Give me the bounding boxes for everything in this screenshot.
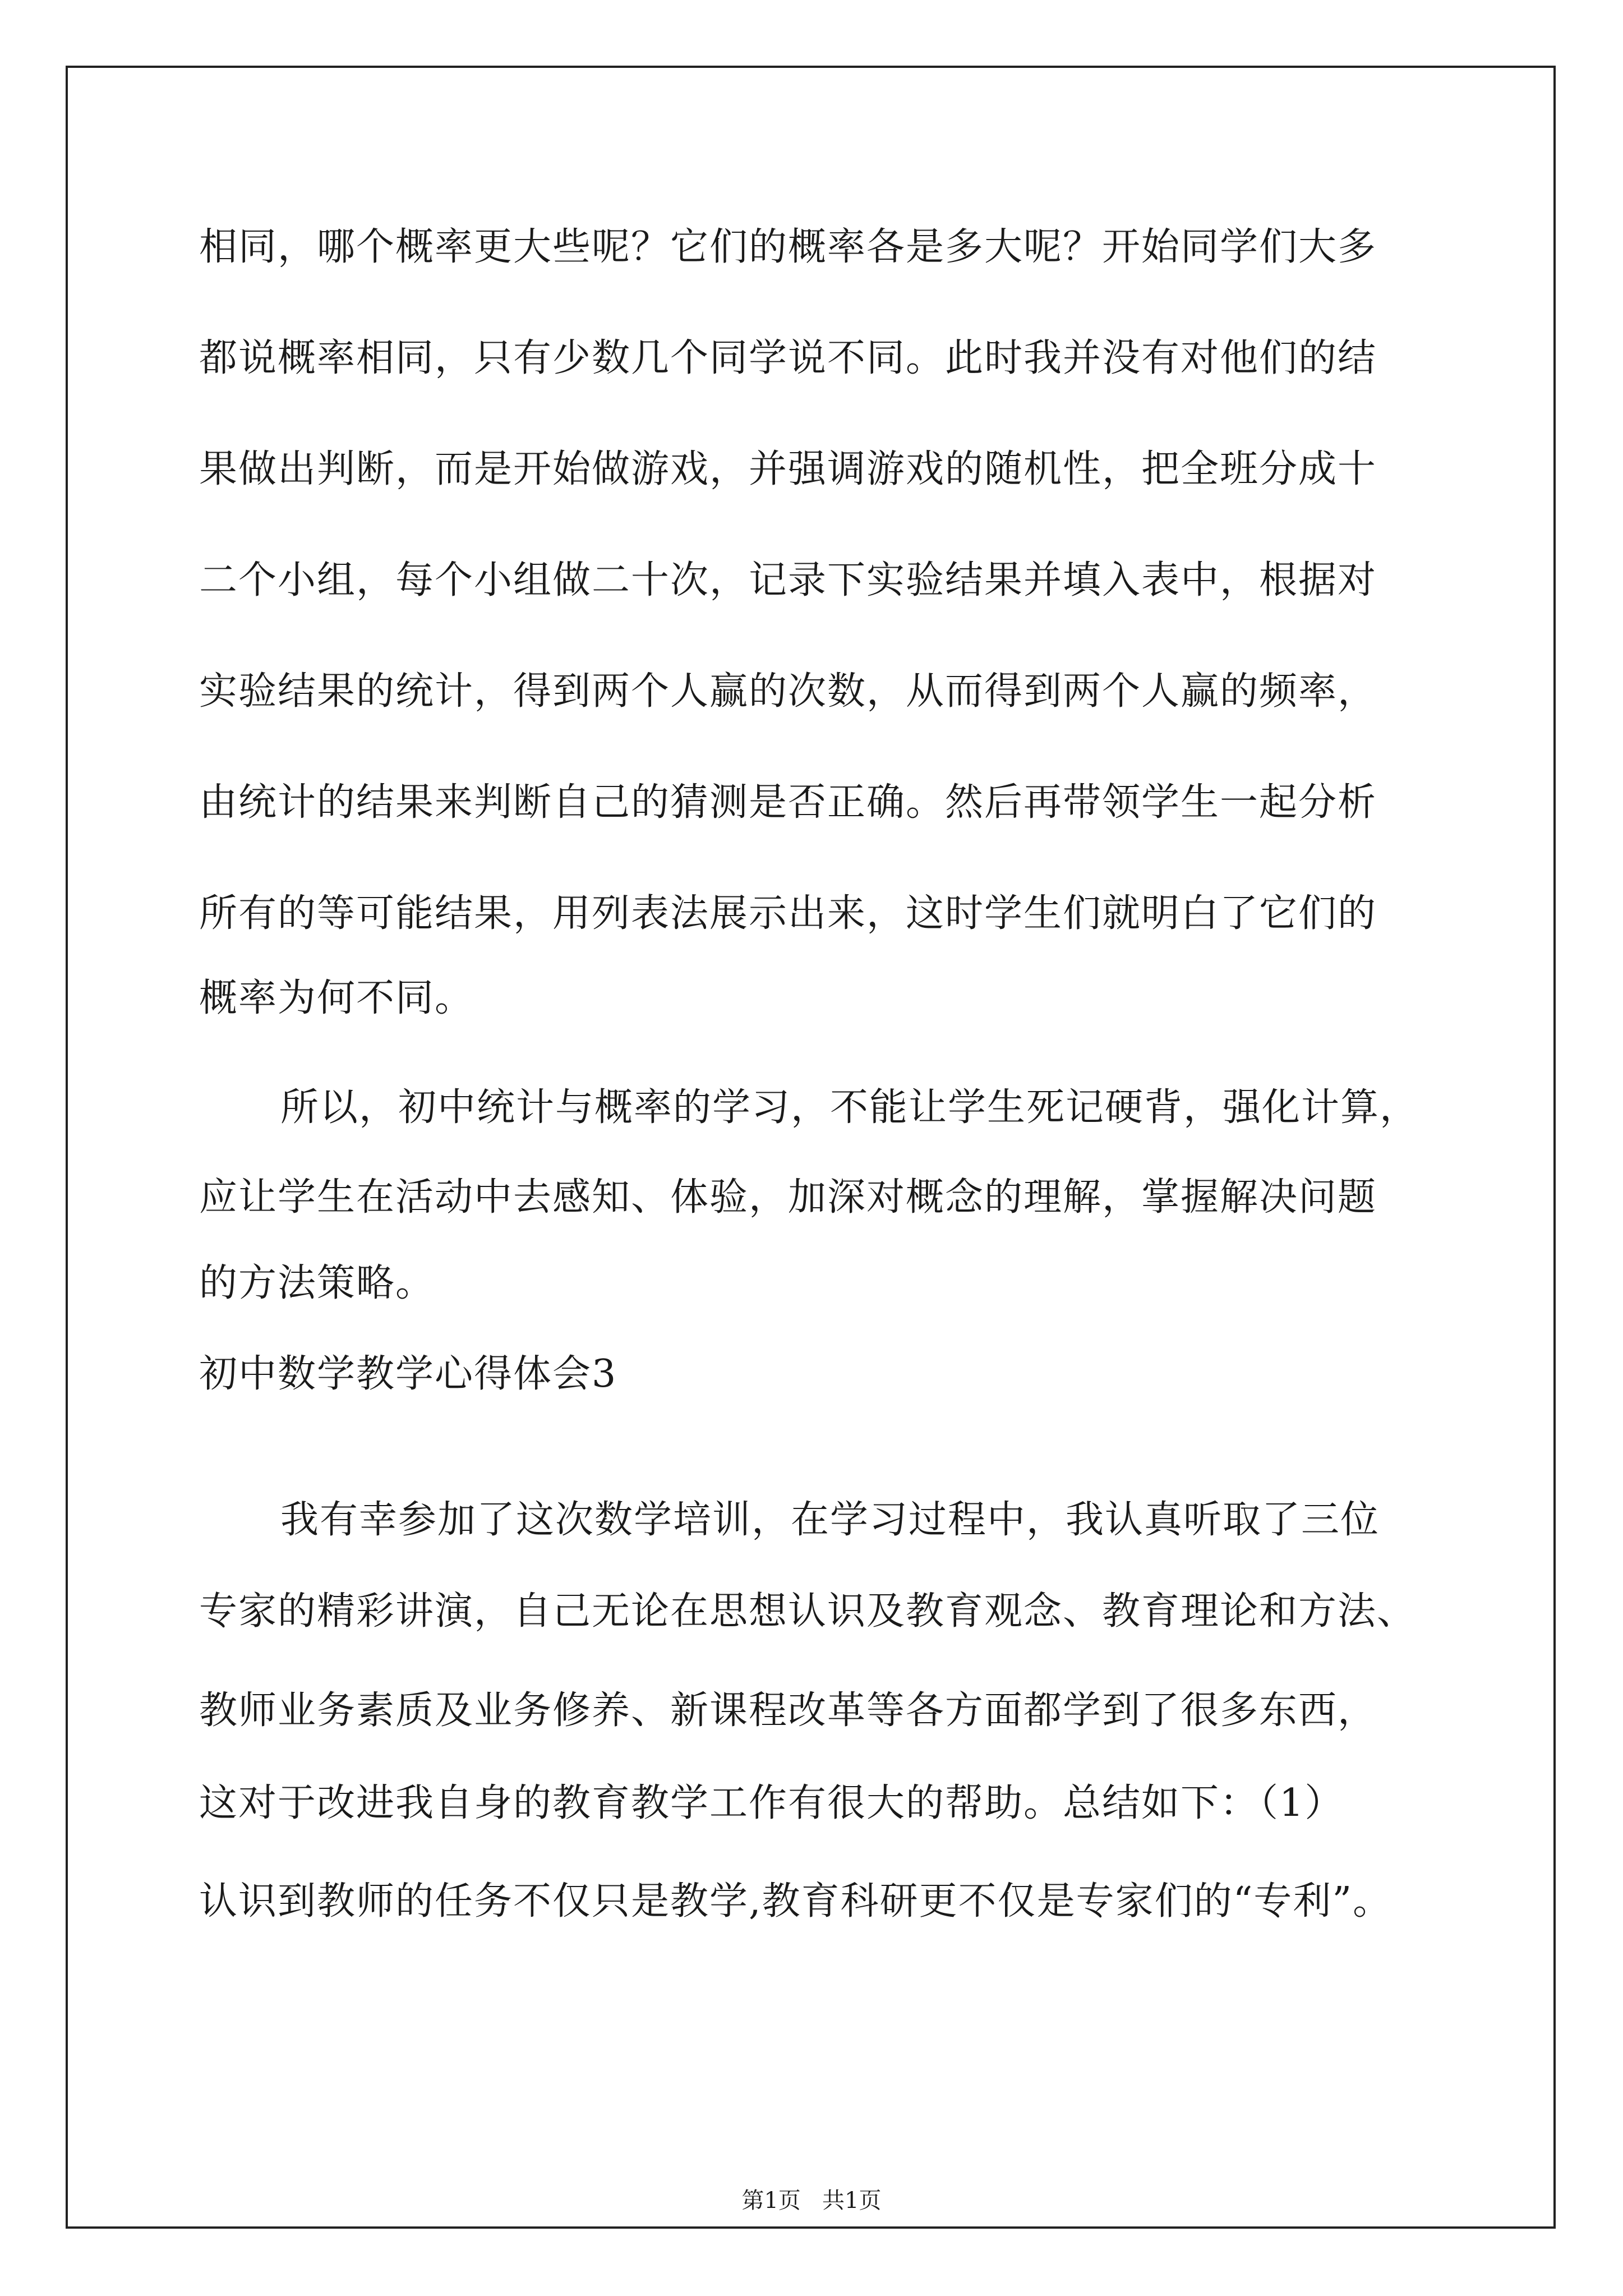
paragraph-line: 专家的精彩讲演，自己无论在思想认识及教育观念、教育理论和方法、 [199, 1589, 1417, 1634]
paragraph-line: 概率为何不同。 [199, 976, 474, 1020]
paragraph-line: 所有的等可能结果，用列表法展示出来，这时学生们就明白了它们的 [199, 891, 1377, 936]
paragraph-line: 所以，初中统计与概率的学习，不能让学生死记硬背，强化计算， [280, 1085, 1419, 1130]
paragraph-line: 应让学生在活动中去感知、体验，加深对概念的理解，掌握解决问题 [199, 1175, 1377, 1220]
paragraph-line: 这对于改进我自身的教育教学工作有很大的帮助。总结如下：（1） [199, 1781, 1344, 1825]
paragraph-line: 果做出判断，而是开始做游戏，并强调游戏的随机性，把全班分成十 [199, 447, 1377, 491]
paragraph-line: 实验结果的统计，得到两个人赢的次数，从而得到两个人赢的频率， [199, 669, 1377, 714]
paragraph-line: 相同，哪个概率更大些呢？它们的概率各是多大呢？开始同学们大多 [199, 225, 1377, 269]
paragraph-line: 教师业务素质及业务修养、新课程改革等各方面都学到了很多东西， [199, 1688, 1377, 1733]
paragraph-line: 都说概率相同，只有少数几个同学说不同。此时我并没有对他们的结 [199, 336, 1377, 380]
page-footer: 第1页 共1页 [741, 2188, 882, 2214]
paragraph-line: 我有幸参加了这次数学培训，在学习过程中，我认真听取了三位 [280, 1498, 1380, 1542]
paragraph-line: 认识到教师的任务不仅只是教学,教育科研更不仅是专家们的“专利”。 [199, 1879, 1393, 1924]
paragraph-line: 的方法策略。 [199, 1261, 435, 1305]
paragraph-line: 由统计的结果来判断自己的猜测是否正确。然后再带领学生一起分析 [199, 780, 1377, 825]
paragraph-line: 二个小组，每个小组做二十次，记录下实验结果并填入表中，根据对 [199, 558, 1377, 602]
section-heading: 初中数学教学心得体会3 [199, 1352, 617, 1396]
